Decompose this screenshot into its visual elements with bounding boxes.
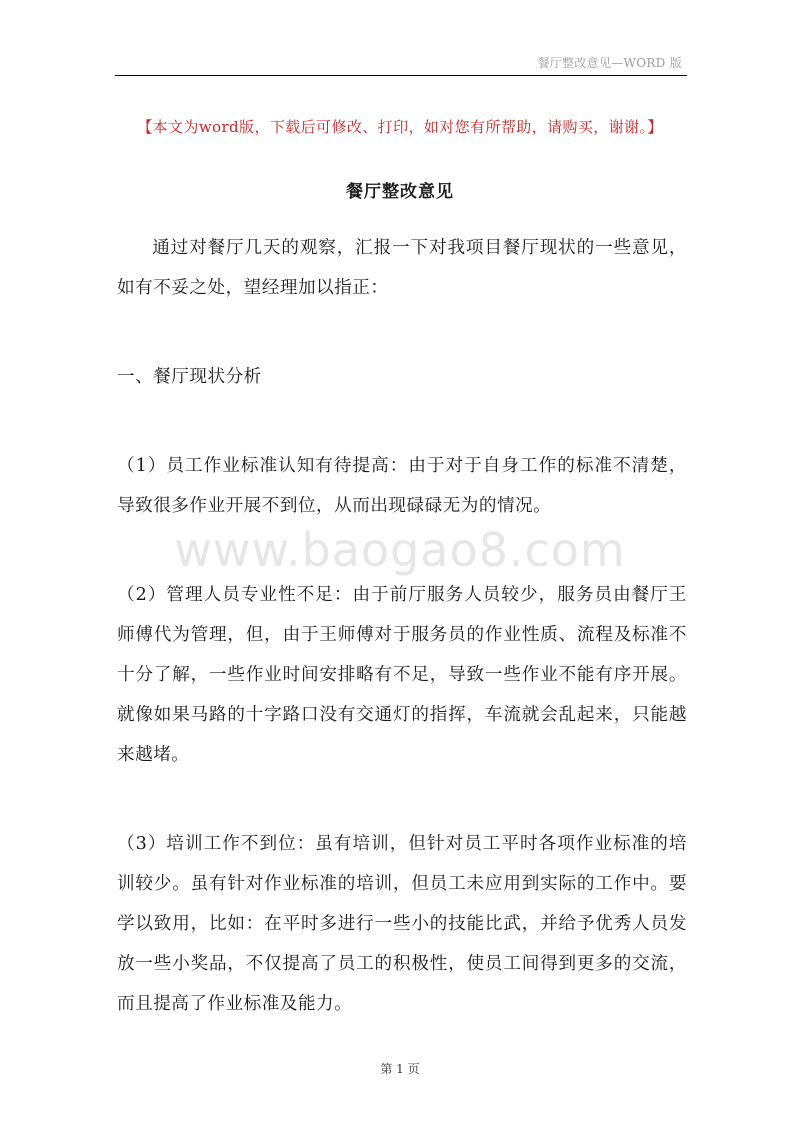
list-item: （3）培训工作不到位：虽有培训，但针对员工平时各项作业标准的培训较少。虽有针对作业标准的培训，但员工未应用到实际的工作中。要学以致用，比如：在平时多进行一些小的技能比武，并给予优秀人员发放一些小奖品，不仅提高了员工的积极性，使员工间得到更多的交流，而且提高了作业标准及能力。: [117, 834, 687, 1014]
list-item: （1）员工作业标准认知有待提高：由于对于自身工作的标准不清楚，导致很多作业开展不到位，从而出现碌碌无为的情况。: [117, 456, 687, 516]
section-heading: 一、餐厅现状分析: [117, 367, 262, 387]
download-notice: 【本文为word版，下载后可修改、打印，如对您有所帮助，请购买，谢谢。】: [137, 118, 663, 136]
document-title: 餐厅整改意见: [346, 182, 454, 202]
intro-paragraph: 通过对餐厅几天的观察，汇报一下对我项目餐厅现状的一些意见，如有不妥之处，望经理加以指正：: [117, 238, 687, 298]
header-divider: [115, 75, 687, 76]
page-number: 第 1 页: [380, 1062, 420, 1076]
list-item: （2）管理人员专业性不足：由于前厅服务人员较少，服务员由餐厅王师傅代为管理，但，由于王师傅对于服务员的作业性质、流程及标准不十分了解，一些作业时间安排略有不足，导致一些作业不能有序开展。就像如果马路的十字路口没有交通灯的指挥，车流就会乱起来，只能越来越堵。: [117, 585, 687, 765]
document-body: [117, 228, 687, 1024]
running-header-title: 餐厅整改意见—WORD 版: [537, 56, 682, 70]
watermark-text: www.baogao8.com: [174, 523, 626, 577]
